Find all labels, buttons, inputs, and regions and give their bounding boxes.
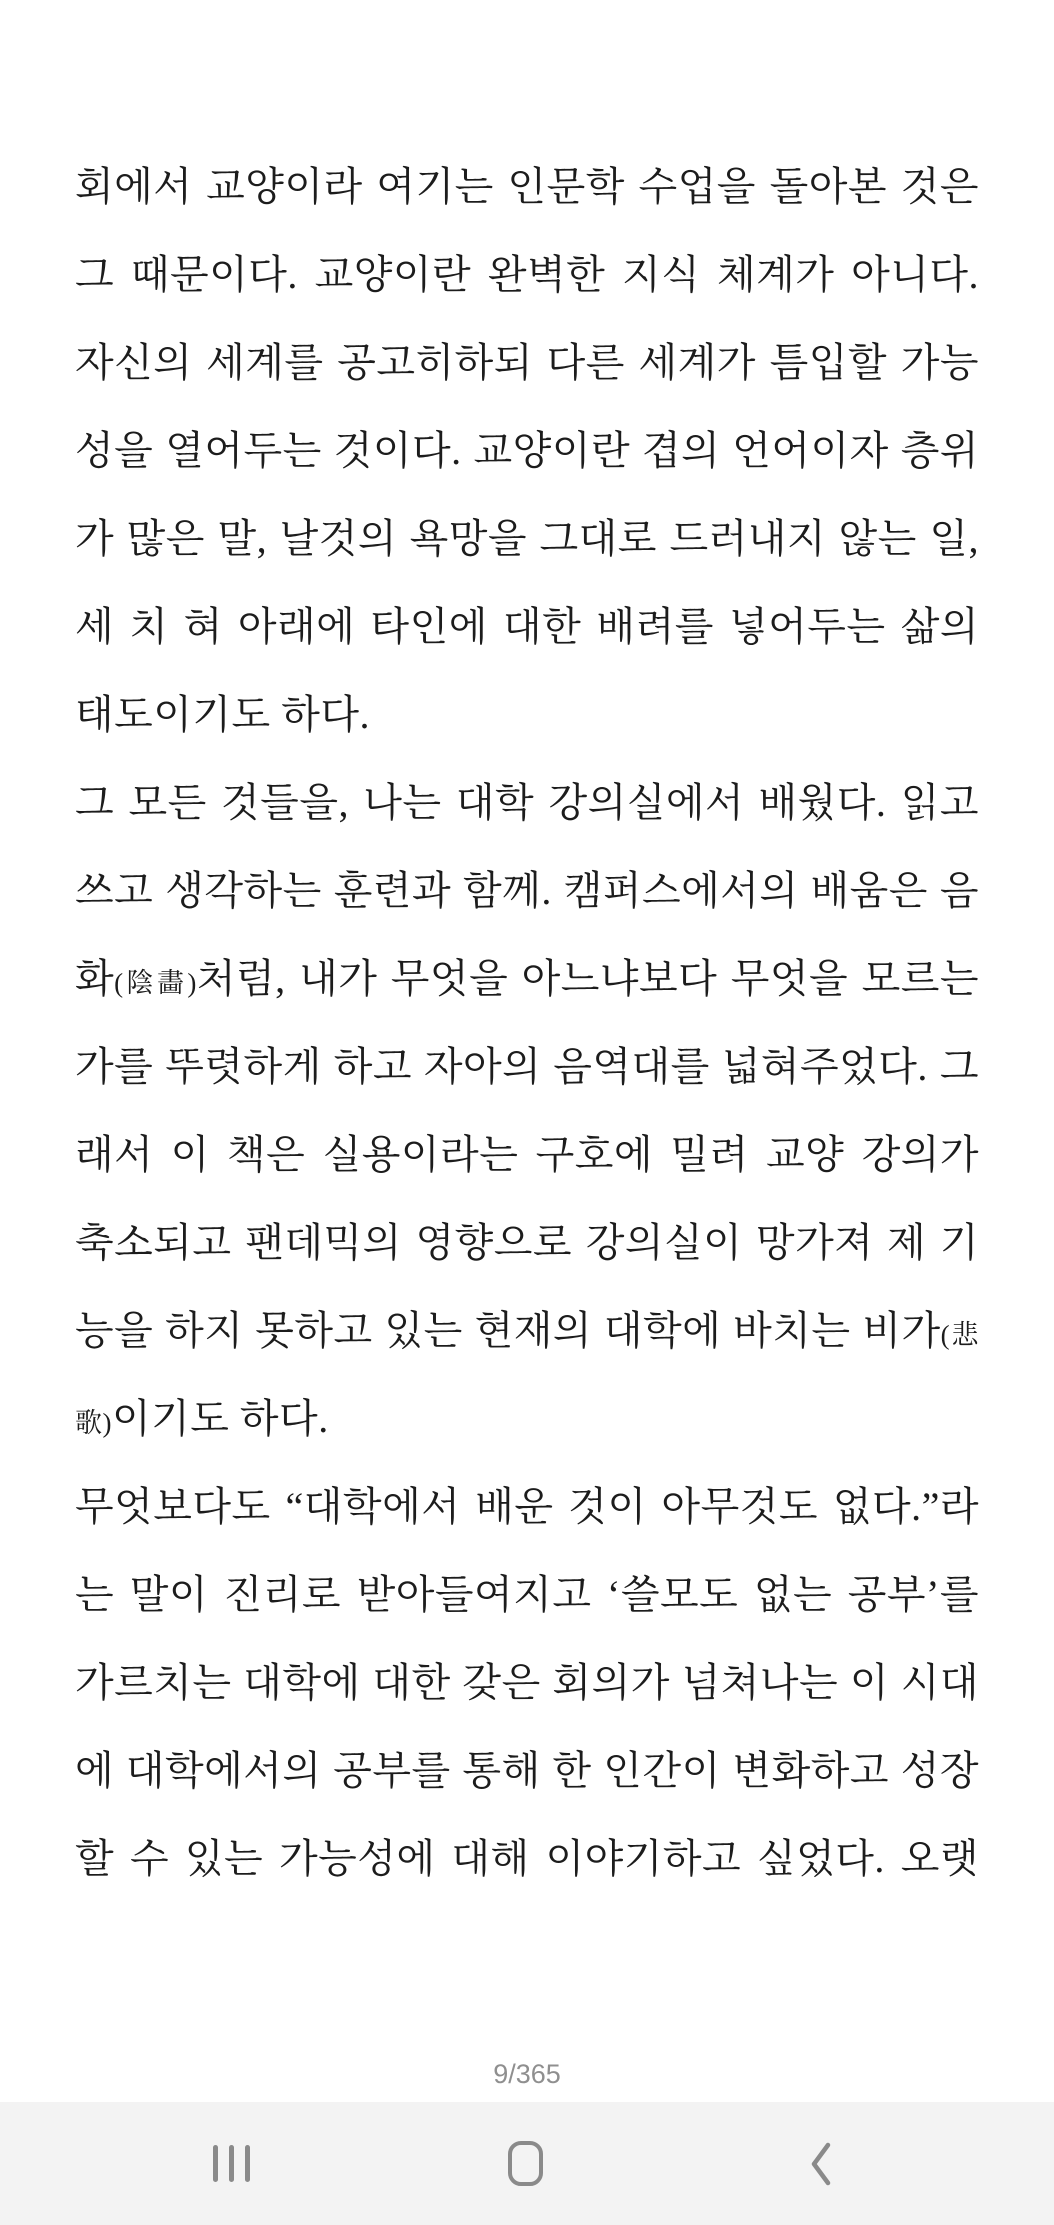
page-indicator: 9/365 (493, 2059, 561, 2089)
text-line: 가를 뚜렷하게 하고 자아의 음역대를 넓혀주었다. 그 (75, 1044, 979, 1089)
text-line: 회에서 교양이라 여기는 인문학 수업을 돌아본 것은 (75, 164, 979, 209)
text-line: 래서 이 책은 실용이라는 구호에 밀려 교양 강의가 (75, 1132, 979, 1177)
text-line: 는 말이 진리로 받아들여지고 ‘쓸모도 없는 공부’를 (75, 1572, 979, 1617)
text-line: 화(陰畵)처럼, 내가 무엇을 아느냐보다 무엇을 모르는 (75, 956, 979, 1001)
text-line: 가 많은 말, 날것의 욕망을 그대로 드러내지 않는 일, (75, 516, 979, 561)
text-line: 무엇보다도 “대학에서 배운 것이 아무것도 없다.”라 (75, 1484, 979, 1529)
text-line: 歌)이기도 하다. (75, 1396, 329, 1441)
navigation-bar (0, 2102, 1054, 2225)
book-text (75, 143, 979, 1903)
hanja-annotation: 歌) (75, 1408, 112, 1438)
text-line: 쓰고 생각하는 훈련과 함께. 캠퍼스에서의 배움은 음 (75, 868, 979, 913)
text-line: 능을 하지 못하고 있는 현재의 대학에 바치는 비가(悲 (75, 1308, 979, 1353)
reader-page[interactable] (75, 143, 979, 1903)
text-line: 그 때문이다. 교양이란 완벽한 지식 체계가 아니다. (75, 252, 979, 297)
text-line: 축소되고 팬데믹의 영향으로 강의실이 망가져 제 기 (75, 1220, 979, 1265)
hanja-annotation: (悲 (940, 1320, 979, 1350)
recents-icon (213, 2145, 250, 2182)
text-line: 가르치는 대학에 대한 갖은 회의가 넘쳐나는 이 시대 (75, 1660, 979, 1705)
text-line: 자신의 세계를 공고히하되 다른 세계가 틈입할 가능 (75, 340, 979, 385)
hanja-annotation: (陰畵) (114, 968, 197, 998)
recents-button[interactable] (166, 2102, 296, 2225)
text-line: 할 수 있는 가능성에 대해 이야기하고 싶었다. 오랫 (75, 1836, 979, 1881)
back-icon (807, 2141, 835, 2187)
back-button[interactable] (756, 2102, 886, 2225)
text-line: 그 모든 것들을, 나는 대학 강의실에서 배웠다. 읽고 (75, 780, 979, 825)
text-line: 에 대학에서의 공부를 통해 한 인간이 변화하고 성장 (75, 1748, 979, 1793)
text-line: 태도이기도 하다. (75, 692, 370, 737)
home-icon (508, 2141, 543, 2186)
text-line: 세 치 혀 아래에 타인에 대한 배려를 넣어두는 삶의 (75, 604, 979, 649)
home-button[interactable] (460, 2102, 590, 2225)
text-line: 성을 열어두는 것이다. 교양이란 겹의 언어이자 층위 (75, 428, 979, 473)
